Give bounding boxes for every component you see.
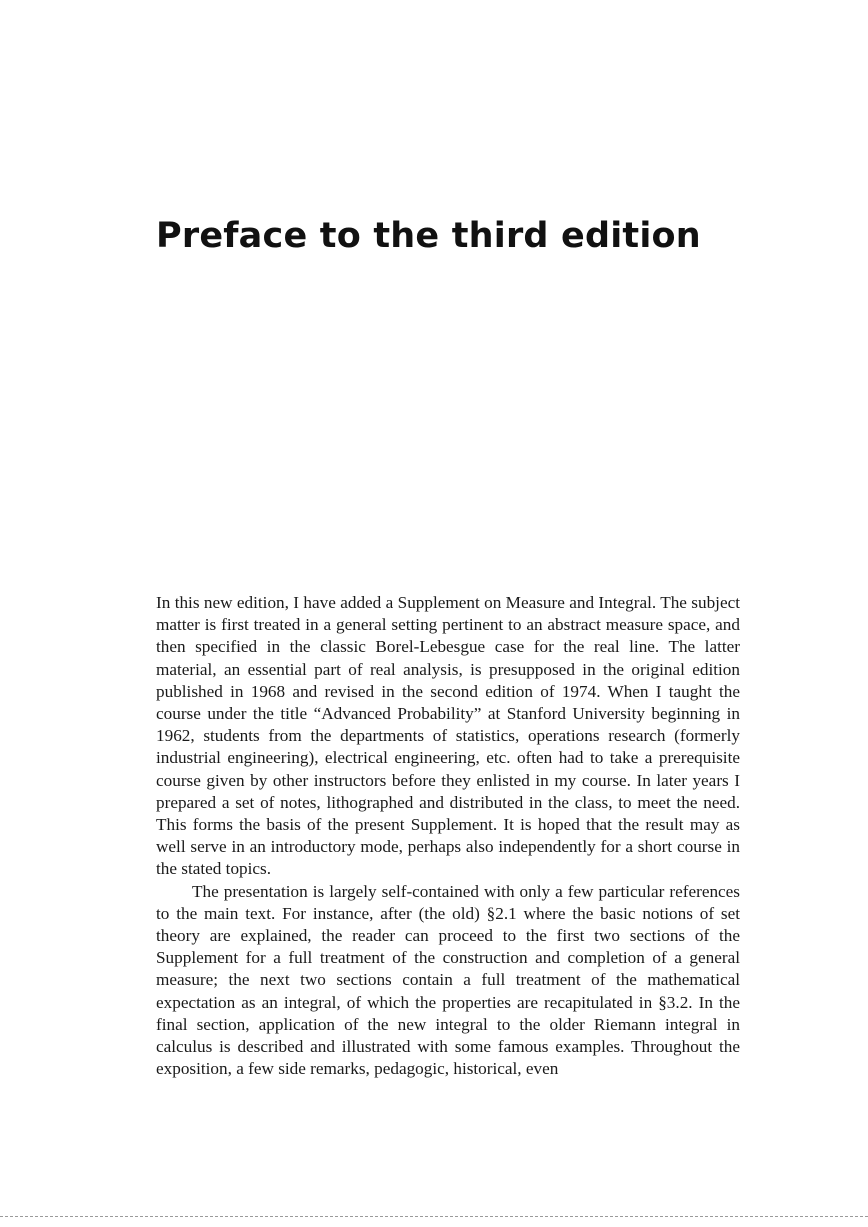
page-title: Preface to the third edition — [156, 216, 701, 256]
paragraph-1: In this new edition, I have added a Supplement on Measure and Integral. The subject matter is first treated in a general setting pertinent to an abstract measure space, and then specified in the classic Borel-Lebesgue case for the real line. The latter material, an essential part of real analysis, is presupposed in the original edition published in 1968 and revised in the second edition of 1974. When I taught the course under the title “Advanced Probability” at Stanford University beginning in 1962, students from the departments of statistics, operations research (formerly industrial engineering), electrical engineering, etc. often had to take a prerequisite course given by other instructors before they enlisted in my course. In later years I prepared a set of notes, lithographed and distributed in the class, to meet the need. This forms the basis of the present Supplement. It is hoped that the result may as well serve in an introductory mode, perhaps also independently for a short course in the stated topics. — [156, 593, 740, 879]
paragraph-2: The presentation is largely self-contained with only a few particular references to the main text. For instance, after (the old) §2.1 where the basic notions of set theory are explained, the reader can proceed to the first two sections of the Supplement for a full treatment of the construction and completion of a general measure; the next two sections contain a full treatment of the mathematical expectation as an integral, of which the properties are recapitulated in §3.2. In the final section, application of the new integral to the older Riemann integral in calculus is described and illustrated with some famous examples. Throughout the exposition, a few side remarks, pedagogic, historical, even — [156, 881, 740, 1079]
page-bottom-edge — [0, 1216, 868, 1217]
preface-body — [156, 592, 740, 1080]
